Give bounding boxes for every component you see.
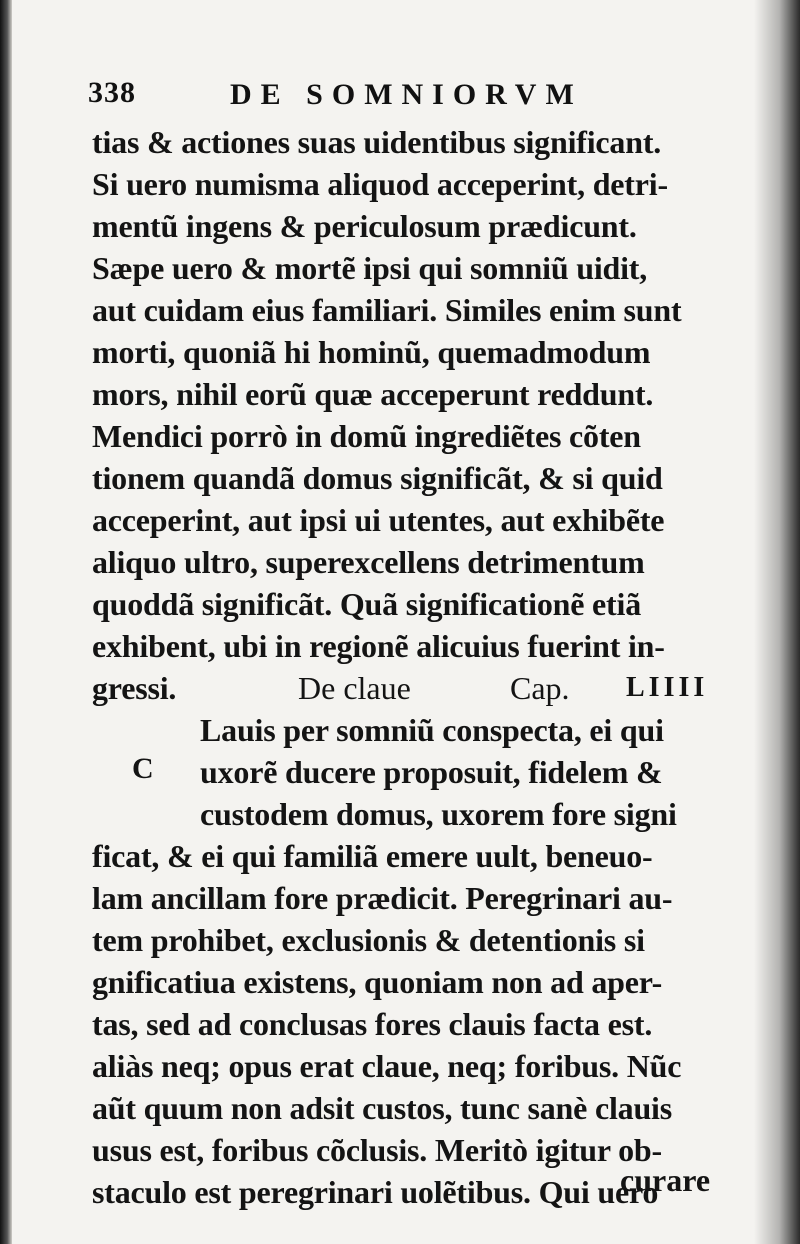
chapter-text-line: aliàs neq; opus erat claue, neq; foribus. Nũc <box>92 1048 682 1084</box>
text-line: Sæpe uero & mortẽ ipsi qui somniũ uidit, <box>92 250 648 286</box>
text-line: aliquo ultro, superexcellens detrimentum <box>92 544 645 580</box>
running-head: DE SOMNIORVM <box>230 78 583 111</box>
page-header <box>88 74 728 118</box>
text-line: exhibent, ubi in regionẽ alicuius fuerint in- <box>92 628 665 664</box>
text-line: mors, nihil eorũ quæ acceperunt reddunt. <box>92 376 654 412</box>
text-line: quoddã significãt. Quã significationẽ etiã <box>92 586 641 622</box>
binding-shadow <box>0 0 12 1244</box>
chapter-text-line: tem prohibet, exclusionis & detentionis si <box>92 922 645 958</box>
chapter-text-line: lam ancillam fore prædicit. Peregrinari au- <box>92 880 673 916</box>
page-edge-shadow <box>754 0 800 1244</box>
chapter-text-line: uxorẽ ducere proposuit, fidelem & <box>200 754 663 790</box>
text-line: gressi. <box>92 670 177 706</box>
chapter-number: LIIII <box>626 672 709 703</box>
chapter-text-line: Lauis per somniũ conspecta, ei qui <box>200 712 664 748</box>
chapter-text-line: custodem domus, uxorem fore signi <box>200 796 677 832</box>
chapter-title: De claue <box>298 670 411 706</box>
text-line: aut cuidam eius familiari. Similes enim sunt <box>92 292 682 328</box>
chapter-text-line: usus est, foribus cõclusis. Meritò igitur ob- <box>92 1132 662 1168</box>
text-line: Si uero numisma aliquod acceperint, detri- <box>92 166 668 202</box>
chapter-text-line: aũt quum non adsit custos, tunc sanè clauis <box>92 1090 672 1126</box>
text-line: Mendici porrò in domũ ingrediẽtes cõten <box>92 418 641 454</box>
text-line: morti, quoniã hi hominũ, quemadmodum <box>92 334 651 370</box>
chapter-text-line: gnificatiua existens, quoniam non ad aper- <box>92 964 663 1000</box>
chapter-text-line: staculo est peregrinari uolẽtibus. Qui uero <box>92 1174 659 1210</box>
text-line: mentũ ingens & periculosum prædicunt. <box>92 208 637 244</box>
catchword: curare <box>620 1162 711 1198</box>
text-line: acceperint, aut ipsi ui utentes, aut exhibẽte <box>92 502 665 538</box>
marginal-note: C <box>132 752 154 785</box>
chapter-label: Cap. <box>510 670 570 706</box>
text-line: tias & actiones suas uidentibus significant. <box>92 124 662 160</box>
chapter-text-line: ficat, & ei qui familiã emere uult, beneuo- <box>92 838 653 874</box>
text-line: tionem quandã domus significãt, & si quid <box>92 460 663 496</box>
page-number: 338 <box>88 76 136 109</box>
chapter-text-line: tas, sed ad conclusas fores clauis facta est. <box>92 1006 653 1042</box>
